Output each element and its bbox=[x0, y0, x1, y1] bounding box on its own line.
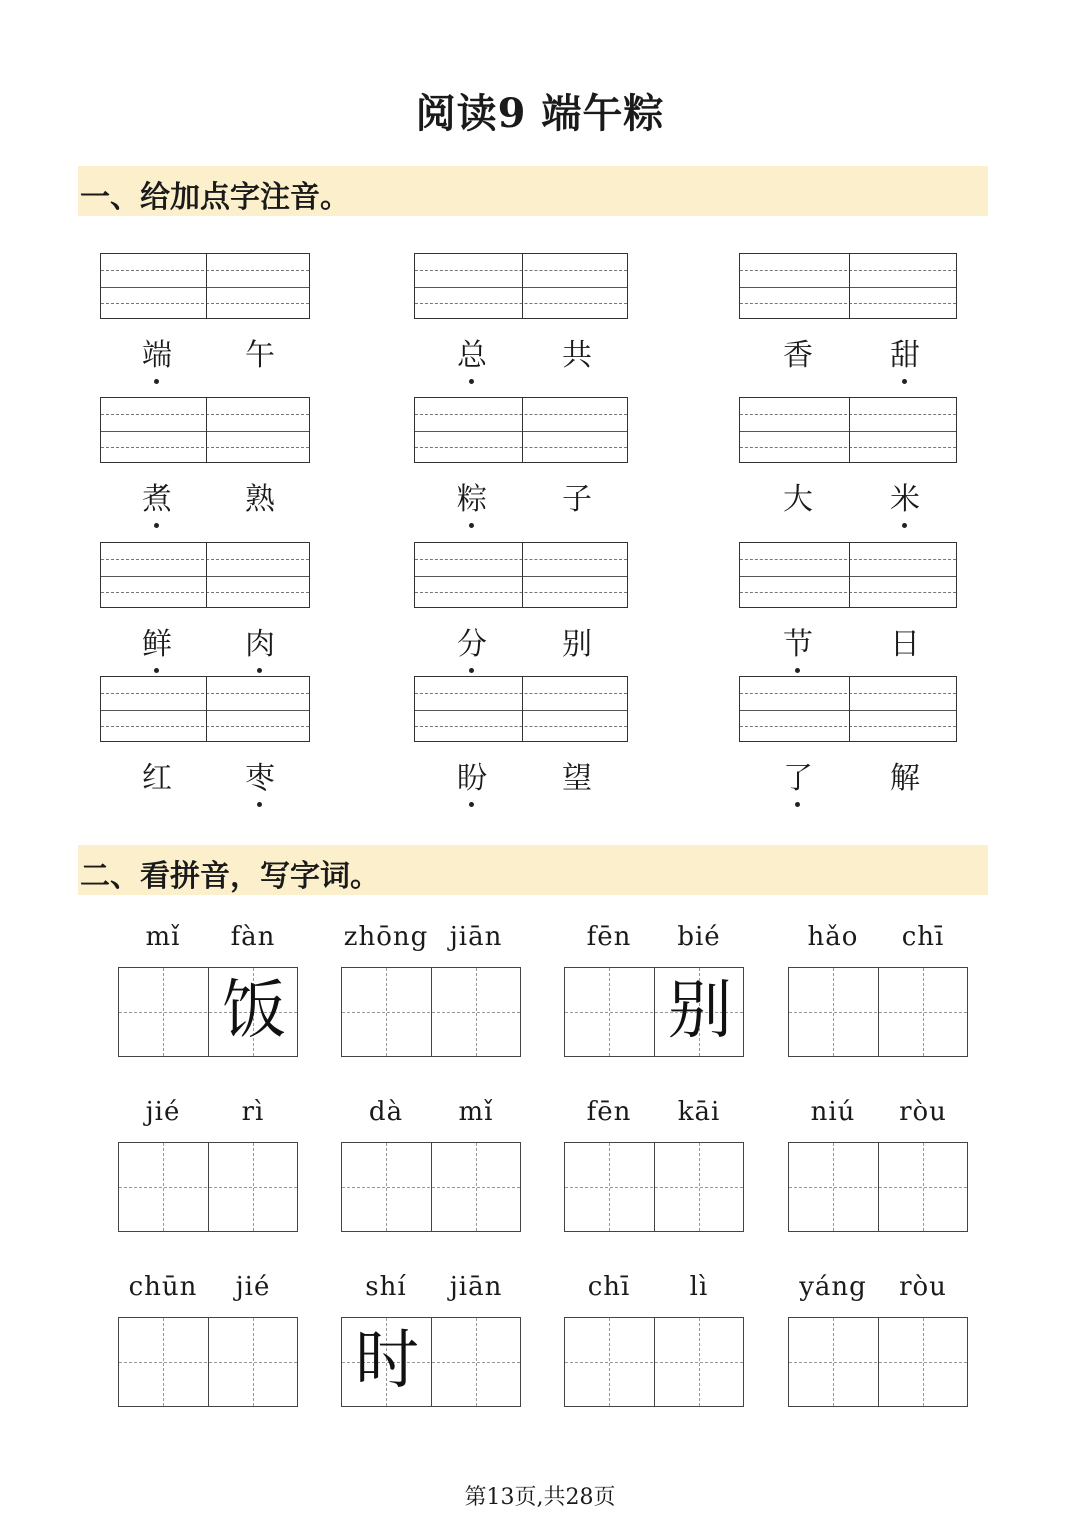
pinyin-label: zhōng bbox=[343, 922, 429, 952]
pinyin-label: jiān bbox=[449, 922, 503, 952]
pinyin-answer-box[interactable] bbox=[100, 542, 310, 608]
word-character: 共 bbox=[562, 338, 592, 373]
writing-grid[interactable] bbox=[788, 1142, 968, 1232]
word-character: 盼 bbox=[452, 759, 492, 799]
pinyin-label: fēn bbox=[586, 1097, 632, 1127]
writing-grid[interactable] bbox=[118, 967, 298, 1057]
word-character: 午 bbox=[245, 338, 275, 373]
pinyin-label: dà bbox=[368, 1097, 404, 1127]
word-character: 米 bbox=[885, 480, 925, 520]
pinyin-label: mǐ bbox=[145, 922, 181, 952]
pinyin-label: kāi bbox=[677, 1097, 721, 1127]
word-character: 熟 bbox=[245, 482, 275, 517]
pinyin-answer-box[interactable] bbox=[414, 397, 628, 463]
pinyin-answer-box[interactable] bbox=[739, 253, 957, 319]
pinyin-label: jié bbox=[145, 1097, 181, 1127]
pinyin-answer-box[interactable] bbox=[100, 253, 310, 319]
pinyin-answer-box[interactable] bbox=[739, 542, 957, 608]
writing-grid[interactable] bbox=[564, 1317, 744, 1407]
writing-grid[interactable] bbox=[341, 1317, 521, 1407]
word-character: 日 bbox=[890, 627, 920, 662]
writing-grid[interactable] bbox=[788, 967, 968, 1057]
pinyin-label: chī bbox=[587, 1272, 631, 1302]
pinyin-answer-box[interactable] bbox=[414, 676, 628, 742]
word-character: 大 bbox=[783, 482, 813, 517]
word-character: 甜 bbox=[885, 336, 925, 376]
writing-grid[interactable] bbox=[564, 1142, 744, 1232]
pinyin-label: rì bbox=[241, 1097, 265, 1127]
pinyin-label: fēn bbox=[586, 922, 632, 952]
section-1-header bbox=[78, 166, 988, 216]
pinyin-label: fàn bbox=[230, 922, 276, 952]
word-character: 解 bbox=[890, 761, 920, 796]
word-character: 鲜 bbox=[137, 625, 177, 665]
pinyin-answer-box[interactable] bbox=[100, 676, 310, 742]
word-character: 分 bbox=[452, 625, 492, 665]
pinyin-label: niú bbox=[810, 1097, 856, 1127]
pinyin-label: lì bbox=[689, 1272, 709, 1302]
word-character: 节 bbox=[778, 625, 818, 665]
pinyin-label: jiān bbox=[449, 1272, 503, 1302]
word-character: 肉 bbox=[240, 625, 280, 665]
writing-grid[interactable] bbox=[341, 1142, 521, 1232]
page-title: 阅读9 端午粽 bbox=[415, 90, 665, 137]
section-1-heading: 一、给加点字注音。 bbox=[80, 180, 350, 215]
word-character: 子 bbox=[562, 482, 592, 517]
pinyin-answer-box[interactable] bbox=[414, 542, 628, 608]
pinyin-label: hǎo bbox=[807, 922, 859, 952]
pinyin-label: mǐ bbox=[458, 1097, 494, 1127]
word-character: 别 bbox=[562, 627, 592, 662]
word-character: 煮 bbox=[137, 480, 177, 520]
word-character: 枣 bbox=[240, 759, 280, 799]
word-character: 端 bbox=[137, 336, 177, 376]
pinyin-label: shí bbox=[365, 1272, 407, 1302]
page-number: 第13页,共28页 bbox=[464, 1485, 616, 1510]
pinyin-answer-box[interactable] bbox=[739, 676, 957, 742]
section-2-heading: 二、看拼音，写字词。 bbox=[80, 859, 380, 894]
writing-grid[interactable] bbox=[118, 1317, 298, 1407]
pinyin-label: chī bbox=[901, 922, 945, 952]
pinyin-label: chūn bbox=[128, 1272, 198, 1302]
pinyin-label: yáng bbox=[799, 1272, 867, 1302]
word-character: 香 bbox=[783, 338, 813, 373]
pinyin-label: ròu bbox=[899, 1097, 947, 1127]
pinyin-answer-box[interactable] bbox=[414, 253, 628, 319]
writing-grid[interactable] bbox=[341, 967, 521, 1057]
word-character: 望 bbox=[562, 761, 592, 796]
word-character: 红 bbox=[142, 761, 172, 796]
writing-grid[interactable] bbox=[788, 1317, 968, 1407]
pinyin-answer-box[interactable] bbox=[100, 397, 310, 463]
word-character: 粽 bbox=[452, 480, 492, 520]
pinyin-label: bié bbox=[677, 922, 721, 952]
handwritten-character: 时 bbox=[355, 1324, 419, 1398]
handwritten-character: 饭 bbox=[222, 974, 286, 1048]
pinyin-label: jié bbox=[235, 1272, 271, 1302]
handwritten-character: 别 bbox=[668, 974, 732, 1048]
writing-grid[interactable] bbox=[118, 1142, 298, 1232]
pinyin-answer-box[interactable] bbox=[739, 397, 957, 463]
word-character: 总 bbox=[452, 336, 492, 376]
writing-grid[interactable] bbox=[564, 967, 744, 1057]
pinyin-label: ròu bbox=[899, 1272, 947, 1302]
section-2-header bbox=[78, 845, 988, 895]
word-character: 了 bbox=[778, 759, 818, 799]
